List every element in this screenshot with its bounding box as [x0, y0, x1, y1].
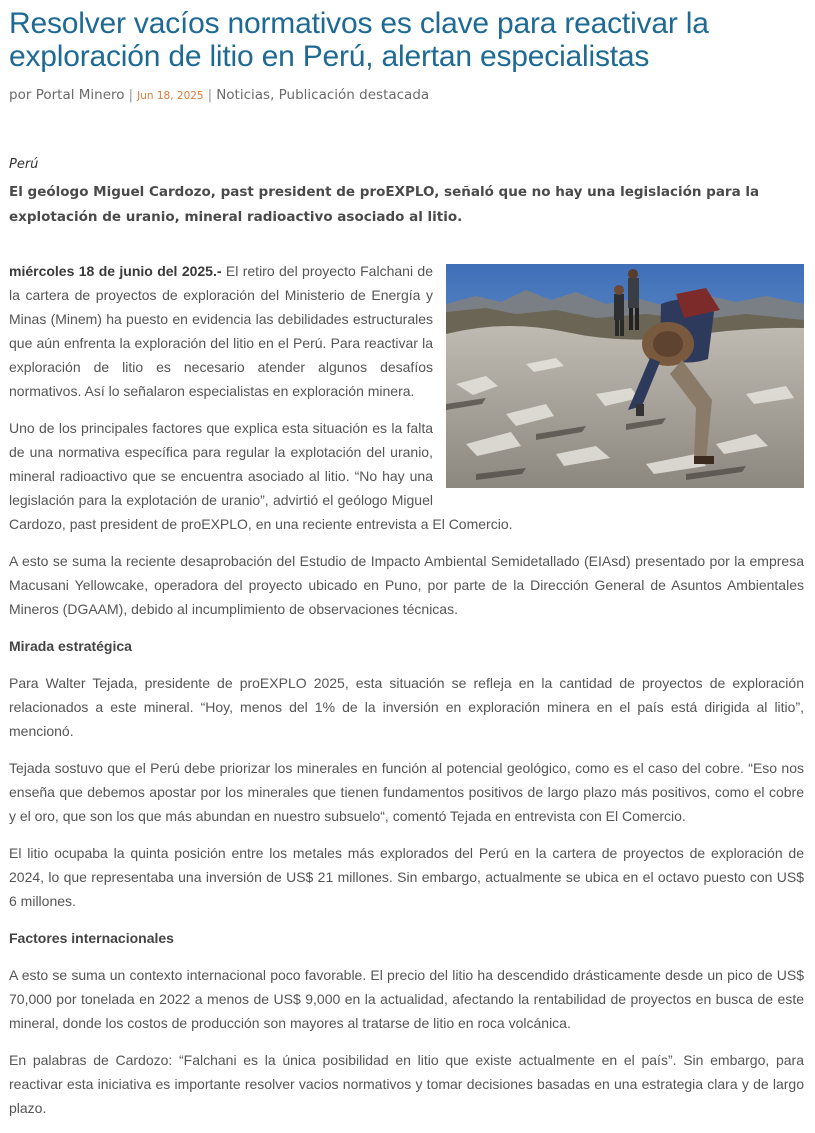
meta-separator: |	[128, 87, 134, 103]
article	[9, 0, 804, 1133]
subheading-factores: Factores internacionales	[9, 930, 174, 946]
paragraph-6: El litio ocupaba la quinta posición entre los metales más explorados del Perú en la cartera de proyectos de exploración de 2024, lo que representaba una inversión de US$ 21 millones. Sin embargo, actualmente se ubica en el octavo puesto con US$ 6 millones.	[9, 845, 804, 909]
paragraph-2: Uno de los principales factores que explica esta situación es la falta de una normativa específica para regular la explotación del uranio, mineral radioactivo que se encuentra asociado al litio. “No hay una legislación para la explotación de uranio”, advirtió el geólogo Miguel Cardozo, past president de proEXPLO, en una reciente entrevista a El Comercio.	[9, 420, 513, 532]
article-meta	[9, 85, 804, 105]
paragraph-7: A esto se suma un contexto internacional poco favorable. El precio del litio ha descendido drásticamente desde un pico de US$ 70,000 por tonelada en 2022 a menos de US$ 9,000 en la actualidad, afectando la rentabilidad de proyectos en busca de este mineral, donde los costos de producción son mayores al tratarse de litio en roca volcánica.	[9, 967, 804, 1031]
publish-date: Jun 18, 2025	[137, 90, 204, 102]
article-lead: El geólogo Miguel Cardozo, past president de proEXPLO, señaló que no hay una legislación para la explotación de uranio, mineral radioactivo asociado al litio.	[9, 184, 760, 225]
paragraph-8: En palabras de Cardozo: “Falchani es la única posibilidad en litio que existe actualmente en el país”. Sin embargo, para reactivar esta iniciativa es importante resolver vacios normativos y tomar decisiones basadas en una estrategia clara y de largo plazo.	[9, 1052, 804, 1116]
article-photo	[446, 264, 804, 488]
country-tag: Perú	[9, 157, 39, 172]
article-body	[9, 259, 804, 1120]
geologist-photo-image	[446, 264, 804, 488]
byline-prefix: por	[9, 87, 32, 103]
article-title: Resolver vacíos normativos es clave para reactivar la exploración de litio en Perú, alertan especialistas	[9, 7, 709, 73]
dateline: miércoles 18 de junio del 2025.-	[9, 263, 222, 279]
paragraph-5: Tejada sostuvo que el Perú debe priorizar los minerales en función al potencial geológico, como es el caso del cobre. “Eso nos enseña que debemos apostar por los minerales que tienen fundamentos positivos de largo plazo más positivos, como el cobre y el oro, que son los que más abundan en nuestro subsuelo“, comentó Tejada en entrevista con El Comercio.	[9, 760, 804, 824]
meta-separator: |	[207, 87, 213, 103]
subheading-mirada: Mirada estratégica	[9, 638, 132, 654]
paragraph-3: A esto se suma la reciente desaprobación del Estudio de Impacto Ambiental Semidetallado (EIAsd) presentado por la empresa Macusani Yellowcake, operadora del proyecto ubicado en Puno, por parte de la Dirección General de Asuntos Ambientales Mineros (DGAAM), debido al incumplimiento de observaciones técnicas.	[9, 553, 804, 617]
author-link[interactable]: Portal Minero	[35, 87, 125, 103]
paragraph-1-text: El retiro del proyecto Falchani de la cartera de proyectos de exploración del Ministerio de Energía y Minas (Minem) ha puesto en evidencia las debilidades estructurales que aún enfrenta la exploración del litio en el Perú. Para reactivar la exploración de litio es necesario atender algunos desafíos normativos. Así lo señalaron especialistas en exploración minera.	[9, 263, 433, 399]
category-links[interactable]: Noticias, Publicación destacada	[216, 87, 430, 103]
paragraph-4: Para Walter Tejada, presidente de proEXPLO 2025, esta situación se refleja en la cantidad de proyectos de exploración relacionados a este mineral. “Hoy, menos del 1% de la inversión en exploración minera en el país está dirigida al litio”, mencionó.	[9, 675, 804, 739]
